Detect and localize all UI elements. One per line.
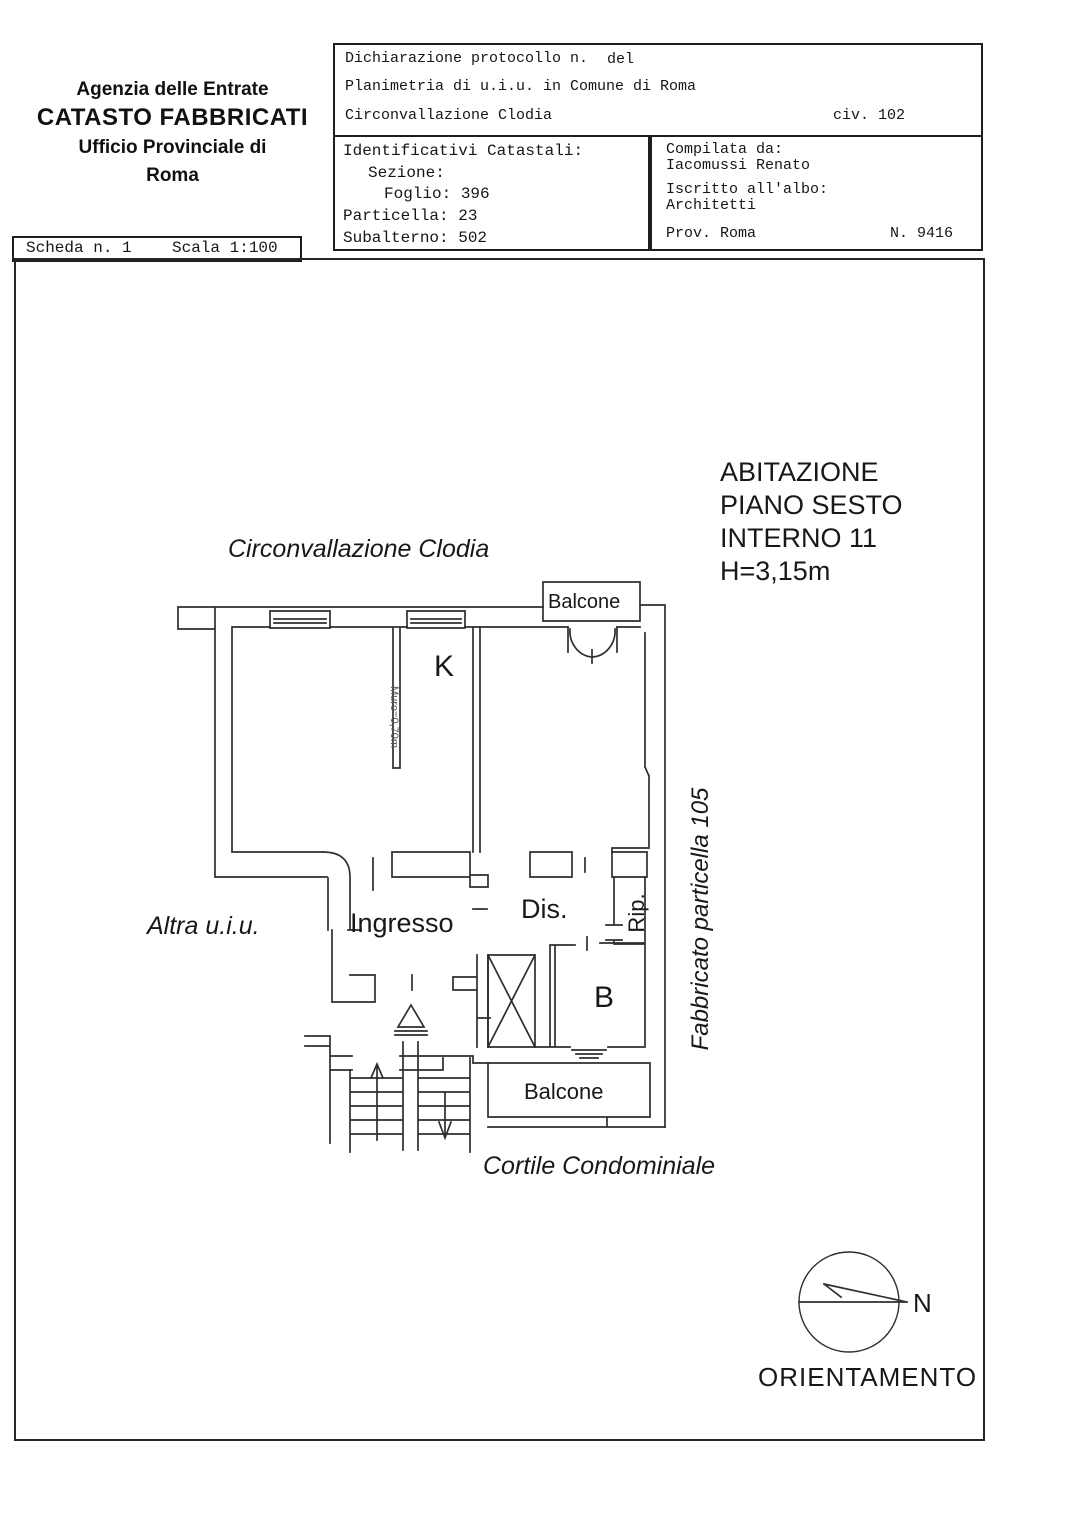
unit-info-line: PIANO SESTO	[720, 490, 903, 520]
orientation-label: ORIENTAMENTO	[758, 1362, 978, 1392]
compiler-albo-value: Architetti	[666, 197, 757, 214]
scale-value: Scala 1:100	[172, 239, 278, 257]
agency-office: CATASTO FABBRICATI	[36, 104, 309, 131]
balcony-bottom-label: Balcone	[524, 1079, 604, 1104]
civic-number: civ. 102	[833, 107, 906, 124]
adjacent-building-label: Fabbricato particella 105	[687, 787, 714, 1051]
kitchen-label: K	[434, 650, 455, 683]
rip-label: Rip.	[624, 893, 649, 933]
balcony-top-french-door	[568, 627, 617, 663]
protocol-label: Dichiarazione protocollo n.	[345, 50, 589, 67]
protocol-del-label: del	[607, 51, 635, 68]
cadastral-sezione: Sezione:	[368, 164, 445, 182]
compiler-number: N. 9416	[890, 225, 954, 242]
ingresso-label: Ingresso	[350, 908, 454, 938]
cadastral-foglio: Foglio: 396	[384, 185, 490, 203]
elevator-shaft	[488, 955, 535, 1047]
agency-provincial-office: Ufficio Provinciale di	[78, 137, 267, 158]
window-1	[270, 611, 330, 628]
entrance-marker-icon	[395, 1005, 427, 1035]
wall-lines-upper	[178, 605, 665, 1127]
compiler-albo-label: Iscritto all'albo:	[666, 181, 829, 198]
stair-down-arrow	[439, 1092, 451, 1138]
unit-info-block	[720, 456, 940, 588]
unit-info-line: ABITAZIONE	[720, 457, 879, 487]
balcony-top-label: Balcone	[548, 591, 621, 613]
planimetria-line: Planimetria di u.i.u. in Comune di Roma	[345, 78, 697, 95]
courtyard-label: Cortile Condominiale	[483, 1152, 716, 1180]
wall-thickness-label: Muro=0,70m	[388, 685, 400, 749]
cadastral-subalterno: Subalterno: 502	[343, 229, 488, 247]
scheda-number: Scheda n. 1	[26, 239, 132, 257]
agency-city: Roma	[146, 165, 199, 186]
street-label: Circonvallazione Clodia	[228, 535, 490, 563]
north-label: N	[913, 1288, 932, 1318]
unit-info-line: H=3,15m	[720, 556, 831, 586]
cadastral-particella: Particella: 23	[343, 207, 478, 225]
wall-lines-middle	[323, 627, 647, 1002]
compiler-label: Compilata da:	[666, 141, 784, 158]
window-2	[407, 611, 465, 628]
unit-info-line: INTERNO 11	[720, 523, 878, 553]
dis-label: Dis.	[521, 894, 568, 924]
other-unit-label: Altra u.i.u.	[147, 912, 260, 940]
agency-name: Agenzia delle Entrate	[76, 79, 269, 100]
compiler-prov: Prov. Roma	[666, 225, 757, 242]
street-line: Circonvallazione Clodia	[345, 107, 553, 124]
compass-icon	[799, 1252, 907, 1352]
compiler-name: Iacomussi Renato	[666, 157, 811, 174]
cadastral-title: Identificativi Catastali:	[343, 142, 584, 160]
stair-up-arrow	[371, 1064, 383, 1140]
north-arrow-icon	[799, 1284, 907, 1302]
bagno-label: B	[594, 981, 615, 1014]
